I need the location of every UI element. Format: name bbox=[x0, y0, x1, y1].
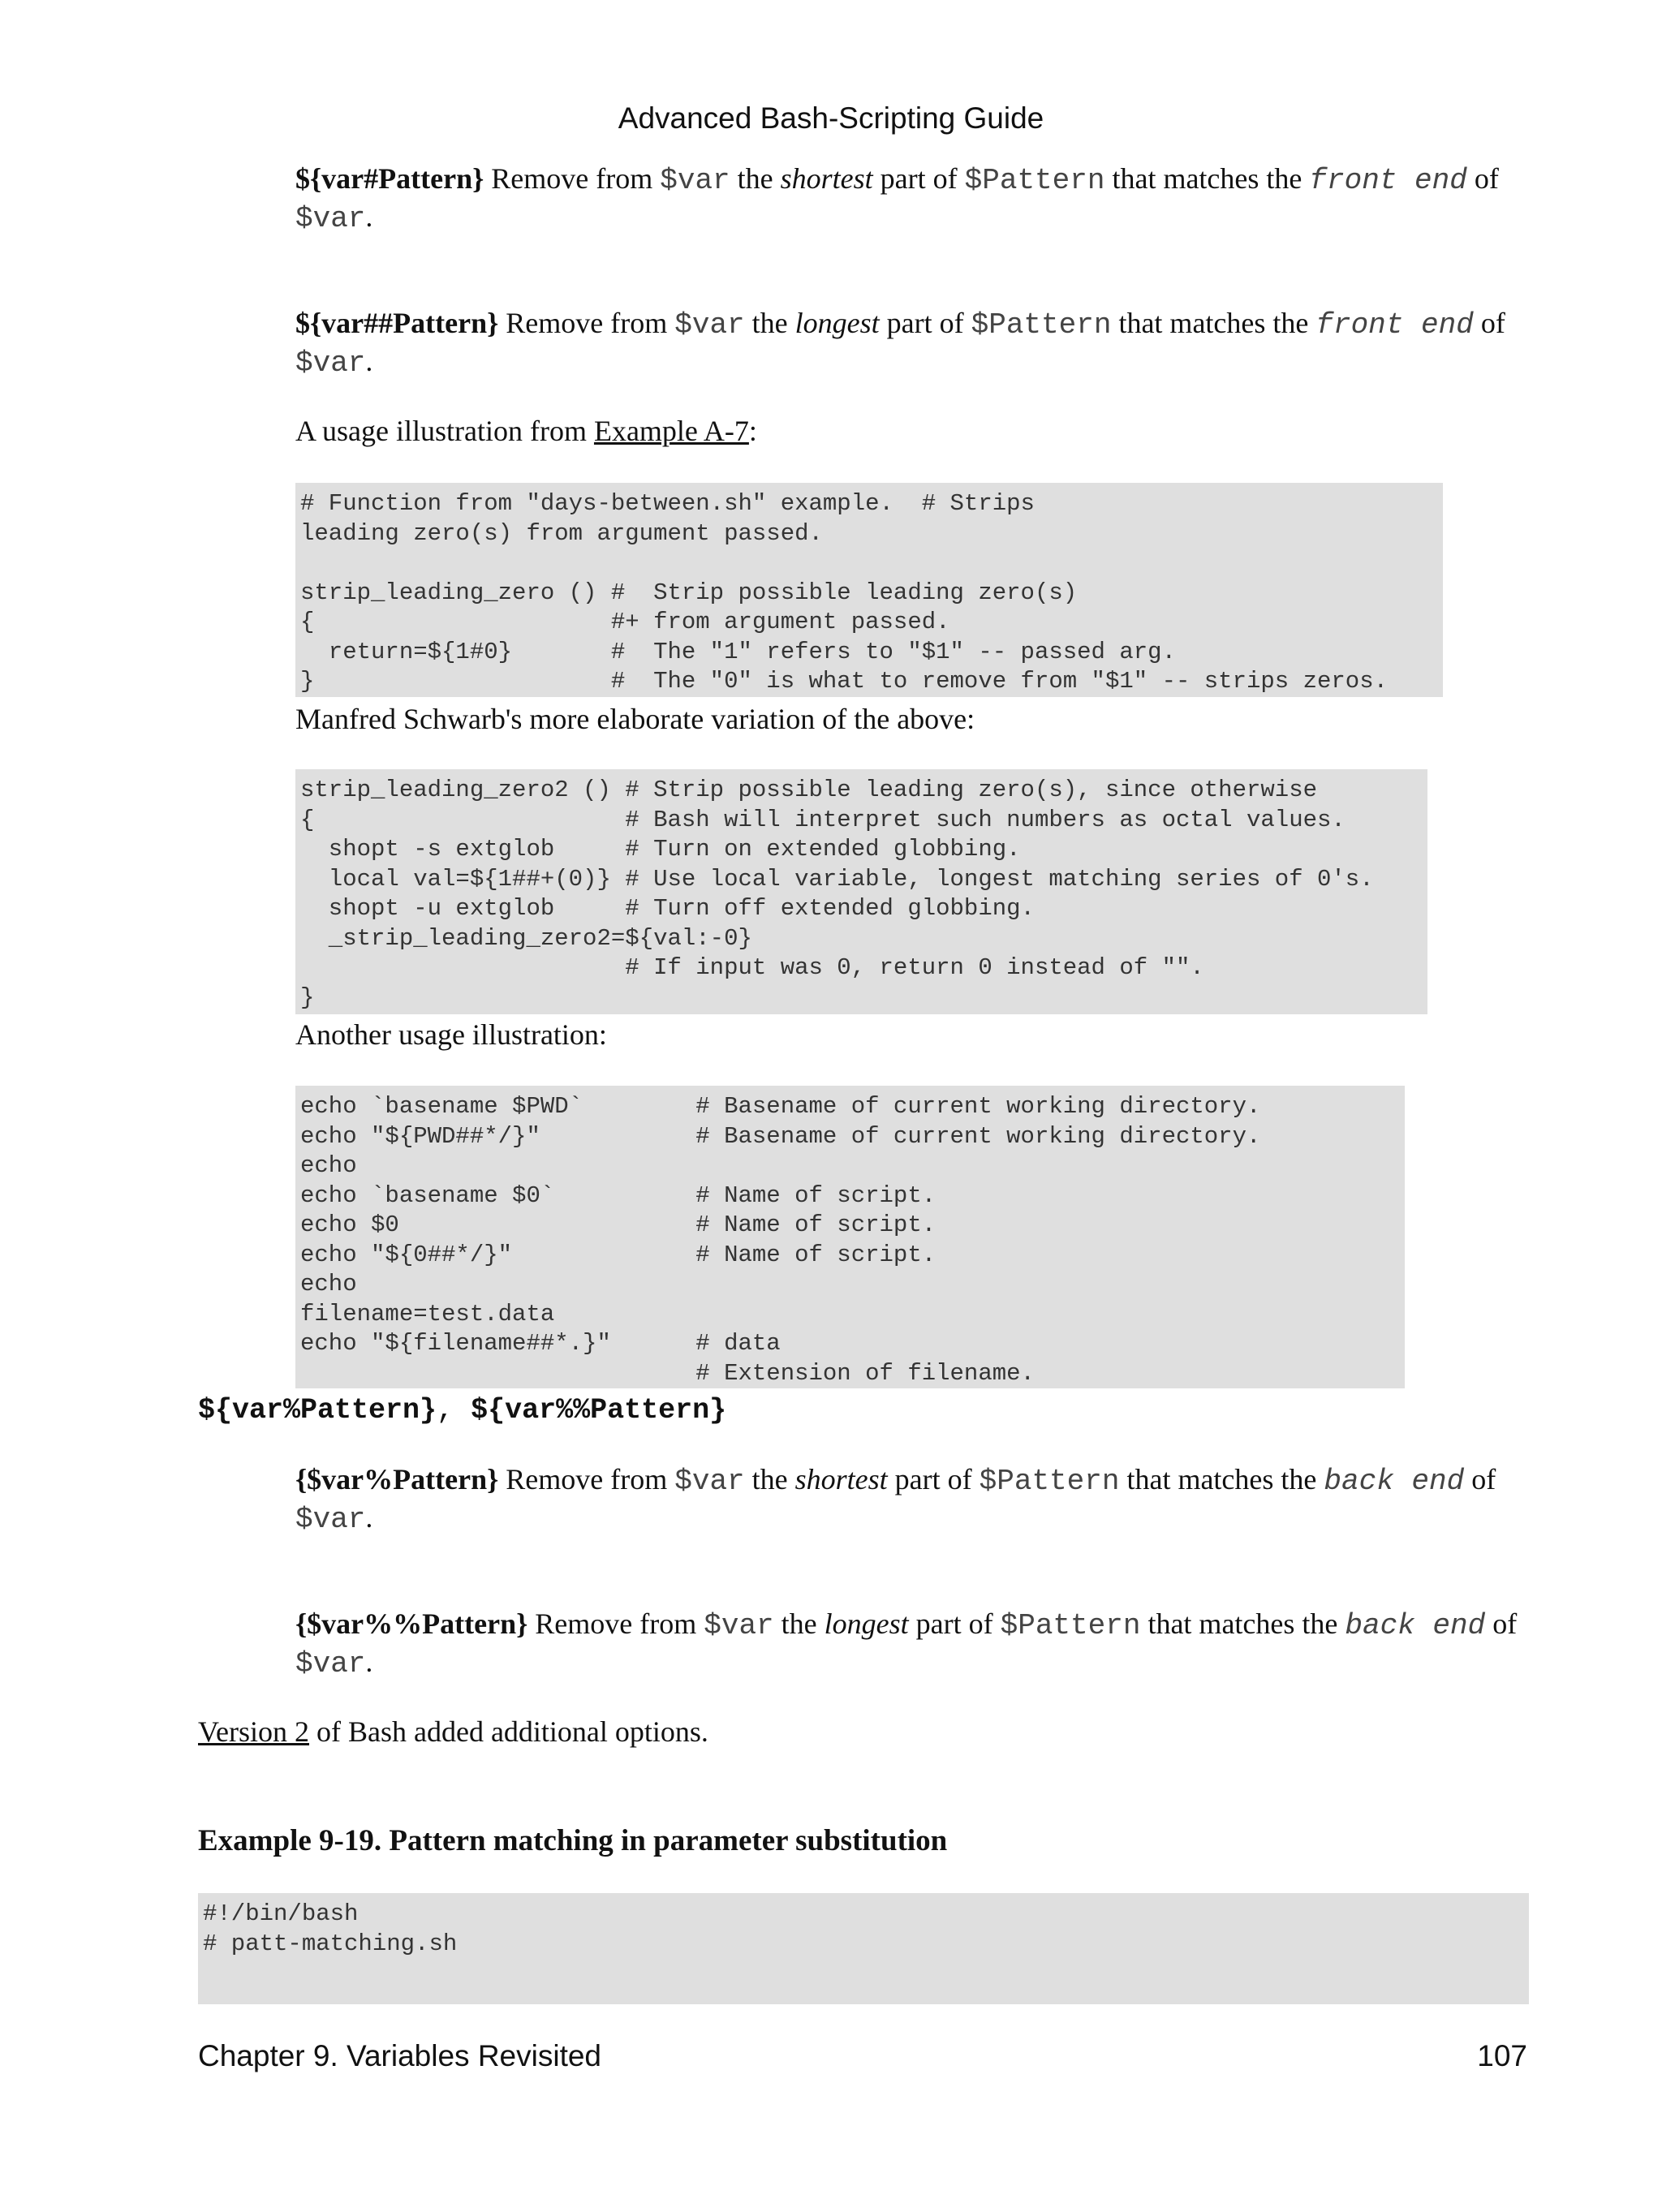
footer-page-number: 107 bbox=[1477, 2039, 1527, 2072]
definition-longest-back: {$var%%Pattern} Remove from $var the longest part of $Pattern that matches the back end of $var. bbox=[295, 1607, 1518, 1681]
example-a7-link[interactable]: Example A-7 bbox=[593, 415, 749, 447]
code-block-patt-matching: #!/bin/bash # patt-matching.sh bbox=[198, 1893, 1529, 2004]
definition-shortest-front: ${var#Pattern} Remove from $var the shortest part of $Pattern that matches the front end of $var. bbox=[295, 162, 1499, 235]
footer-chapter: Chapter 9. Variables Revisited bbox=[198, 2039, 602, 2072]
example-title: Example 9-19. Pattern matching in parameter substitution bbox=[198, 1824, 948, 1857]
manfred-variation-intro: Manfred Schwarb's more elaborate variation of the above: bbox=[295, 703, 975, 735]
definition-term: {$var%Pattern} bbox=[295, 1463, 499, 1495]
version-2-link[interactable]: Version 2 bbox=[198, 1715, 309, 1748]
code-block-strip-leading-zero: # Function from "days-between.sh" example. # Strips leading zero(s) from argument passed. strip_leading_zero () # Strip possible leading zero(s) { #+ from argument passed. return=${1#0} # The "1" refers to "$1" -- passed arg. } # The "0" is what to remove from "$1" -- strips zeros. bbox=[295, 483, 1443, 697]
definition-longest-front: ${var##Pattern} Remove from $var the longest part of $Pattern that matches the front end of $var. bbox=[295, 307, 1505, 380]
definition-term: {$var%%Pattern} bbox=[295, 1607, 528, 1640]
code-block-basename-usage: echo `basename $PWD` # Basename of current working directory. echo "${PWD##*/}" # Basename of current working directory. echo echo `basename $0` # Name of script. echo $0 # Name of script. echo "${0##*/}" # Name of script. echo filename=test.data echo "${filename##*.}" # data # Extension of filename. bbox=[295, 1086, 1405, 1388]
term-heading-percent: ${var%Pattern}, ${var%%Pattern} bbox=[198, 1394, 727, 1427]
code-block-strip-leading-zero2: strip_leading_zero2 () # Strip possible leading zero(s), since otherwise { # Bash will interpret such numbers as octal values. shopt -s extglob # Turn on extended globbing. local val=${1##+(0)} # Use local variable, longest matching series of 0's. shopt -u extglob # Turn off extended globbing. _strip_leading_zero2=${val:-0} # If input was 0, return 0 instead of "". } bbox=[295, 769, 1427, 1014]
version-2-note: Version 2 of Bash added additional options. bbox=[198, 1715, 708, 1748]
definition-term: ${var##Pattern} bbox=[295, 307, 499, 339]
definition-shortest-back: {$var%Pattern} Remove from $var the shortest part of $Pattern that matches the back end of $var. bbox=[295, 1463, 1496, 1536]
usage-illustration-intro: A usage illustration from Example A-7: bbox=[295, 415, 757, 447]
another-usage-intro: Another usage illustration: bbox=[295, 1018, 607, 1051]
definition-term: ${var#Pattern} bbox=[295, 162, 484, 195]
running-header: Advanced Bash-Scripting Guide bbox=[618, 101, 1044, 135]
